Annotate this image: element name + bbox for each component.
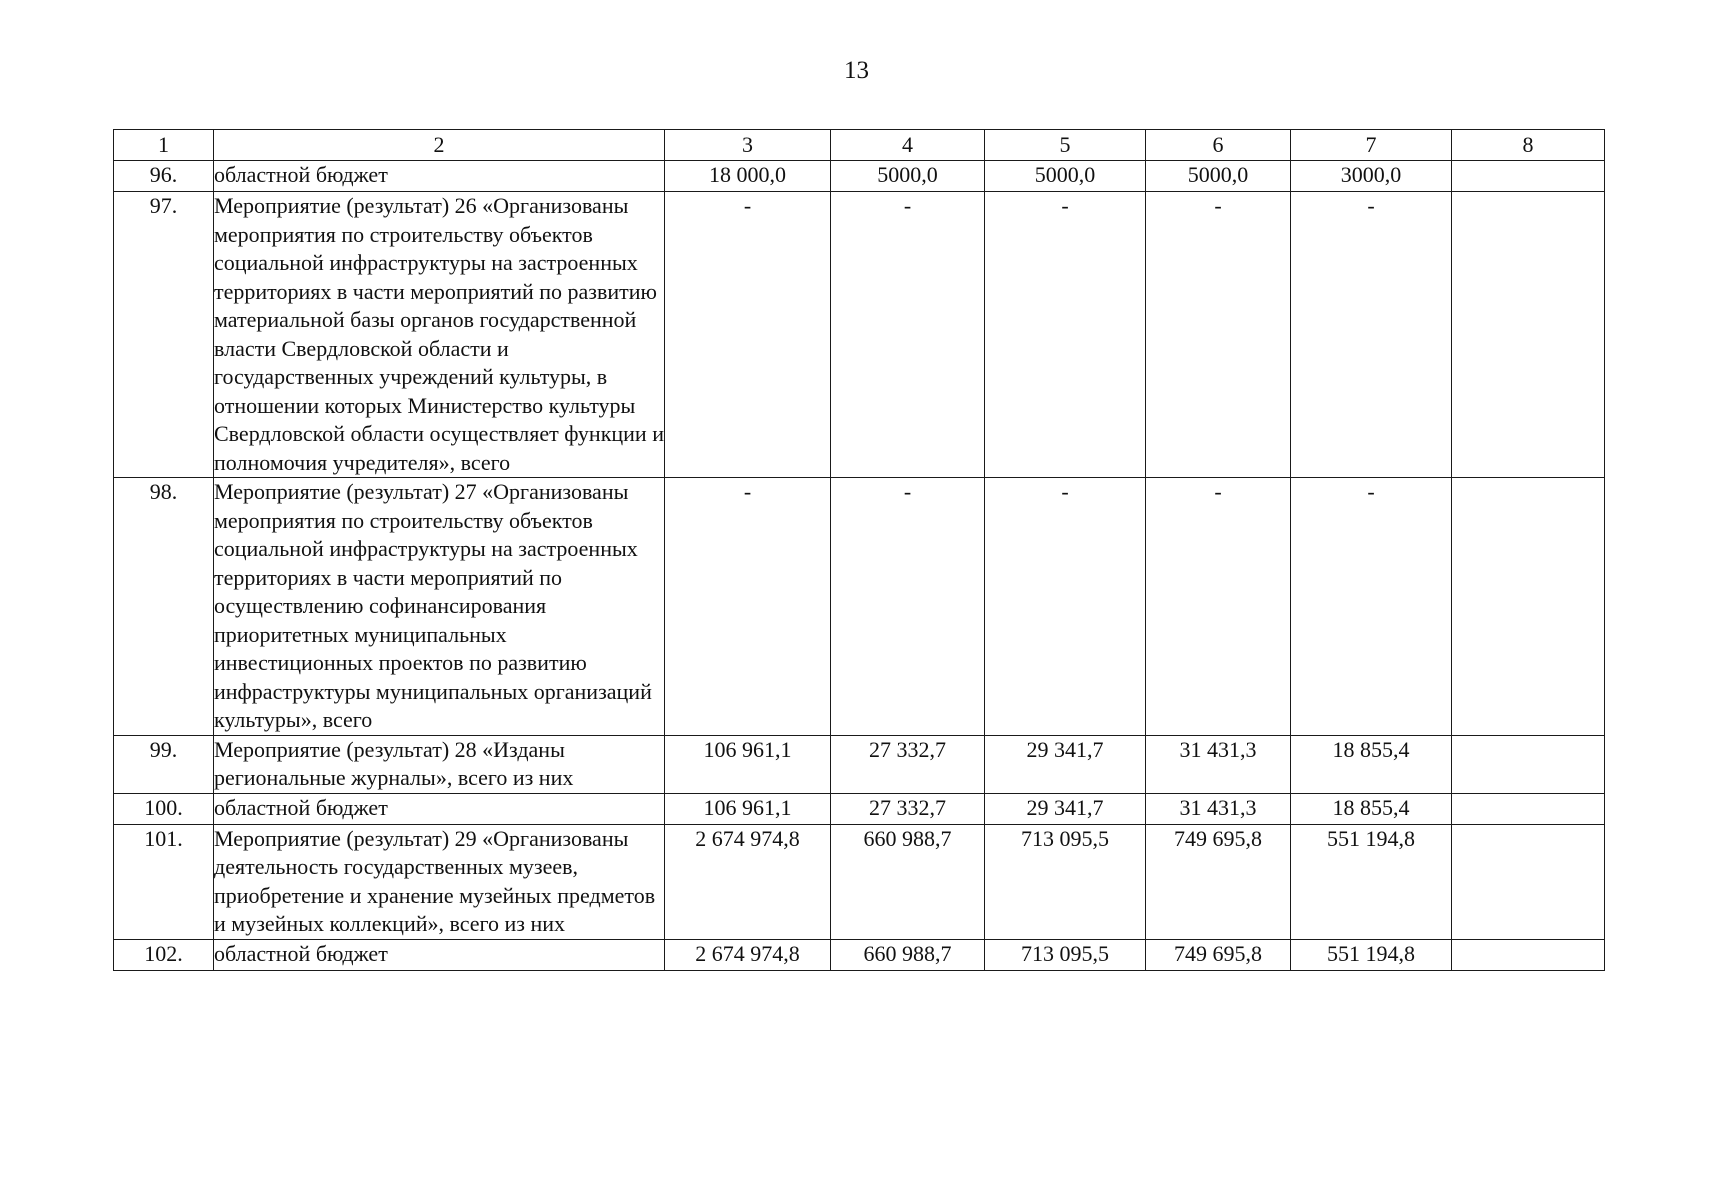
value-cell: 660 988,7 xyxy=(831,939,985,970)
row-number: 99. xyxy=(114,735,214,793)
row-number: 98. xyxy=(114,478,214,736)
column-header: 1 xyxy=(114,130,214,161)
value-cell: 29 341,7 xyxy=(985,793,1146,824)
value-cell: 5000,0 xyxy=(1146,161,1291,192)
table-header xyxy=(114,130,1605,161)
value-cell: - xyxy=(1291,192,1452,478)
value-cell: 551 194,8 xyxy=(1291,824,1452,939)
row-number: 102. xyxy=(114,939,214,970)
budget-table xyxy=(113,129,1605,971)
value-cell xyxy=(1452,793,1605,824)
value-cell: 713 095,5 xyxy=(985,939,1146,970)
table-row xyxy=(114,735,1605,793)
value-cell: - xyxy=(1291,478,1452,736)
value-cell xyxy=(1452,161,1605,192)
value-cell: 5000,0 xyxy=(831,161,985,192)
value-cell: 18 855,4 xyxy=(1291,735,1452,793)
column-header: 5 xyxy=(985,130,1146,161)
column-header: 3 xyxy=(665,130,831,161)
value-cell: 27 332,7 xyxy=(831,793,985,824)
row-name: Мероприятие (результат) 28 «Изданы региональные журналы», всего из них xyxy=(214,735,665,793)
table-row xyxy=(114,161,1605,192)
value-cell: 18 000,0 xyxy=(665,161,831,192)
row-name: Мероприятие (результат) 27 «Организованы мероприятия по строительству объектов социальной инфраструктуры на застроенных территориях в части мероприятий по осуществлению софинансирования приоритетных муниципальных инвестиционных проектов по развитию инфраструктуры муниципальных организаций культуры», всего xyxy=(214,478,665,736)
value-cell: - xyxy=(665,478,831,736)
value-cell: - xyxy=(1146,192,1291,478)
row-name: Мероприятие (результат) 29 «Организованы деятельность государственных музеев, приобретение и хранение музейных предметов и музейных коллекций», всего из них xyxy=(214,824,665,939)
value-cell xyxy=(1452,939,1605,970)
value-cell: 18 855,4 xyxy=(1291,793,1452,824)
value-cell: - xyxy=(1146,478,1291,736)
value-cell: 3000,0 xyxy=(1291,161,1452,192)
value-cell: 749 695,8 xyxy=(1146,824,1291,939)
value-cell: 29 341,7 xyxy=(985,735,1146,793)
value-cell: - xyxy=(665,192,831,478)
column-header: 4 xyxy=(831,130,985,161)
row-number: 100. xyxy=(114,793,214,824)
value-cell: - xyxy=(831,192,985,478)
row-name: областной бюджет xyxy=(214,161,665,192)
value-cell: 106 961,1 xyxy=(665,735,831,793)
row-number: 96. xyxy=(114,161,214,192)
column-header: 6 xyxy=(1146,130,1291,161)
value-cell: 551 194,8 xyxy=(1291,939,1452,970)
column-header: 2 xyxy=(214,130,665,161)
value-cell: 31 431,3 xyxy=(1146,793,1291,824)
row-number: 97. xyxy=(114,192,214,478)
header-row xyxy=(114,130,1605,161)
value-cell: 749 695,8 xyxy=(1146,939,1291,970)
value-cell: 2 674 974,8 xyxy=(665,824,831,939)
value-cell: - xyxy=(985,192,1146,478)
page-number: 13 xyxy=(844,57,869,84)
table-row xyxy=(114,793,1605,824)
value-cell xyxy=(1452,192,1605,478)
table-row xyxy=(114,939,1605,970)
value-cell: 713 095,5 xyxy=(985,824,1146,939)
value-cell: 106 961,1 xyxy=(665,793,831,824)
value-cell xyxy=(1452,824,1605,939)
table-row xyxy=(114,824,1605,939)
row-name: Мероприятие (результат) 26 «Организованы мероприятия по строительству объектов социальной инфраструктуры на застроенных территориях в части мероприятий по развитию материальной базы органов государственной власти Свердловской области и государственных учреждений культуры, в отношении которых Министерство культуры Свердловской области осуществляет функции и полномочия учредителя», всего xyxy=(214,192,665,478)
column-header: 8 xyxy=(1452,130,1605,161)
value-cell: - xyxy=(985,478,1146,736)
row-name: областной бюджет xyxy=(214,939,665,970)
column-header: 7 xyxy=(1291,130,1452,161)
table-row xyxy=(114,192,1605,478)
value-cell: 27 332,7 xyxy=(831,735,985,793)
value-cell: 5000,0 xyxy=(985,161,1146,192)
value-cell: - xyxy=(831,478,985,736)
value-cell: 31 431,3 xyxy=(1146,735,1291,793)
value-cell xyxy=(1452,735,1605,793)
value-cell xyxy=(1452,478,1605,736)
row-number: 101. xyxy=(114,824,214,939)
value-cell: 660 988,7 xyxy=(831,824,985,939)
value-cell: 2 674 974,8 xyxy=(665,939,831,970)
row-name: областной бюджет xyxy=(214,793,665,824)
table-row xyxy=(114,478,1605,736)
